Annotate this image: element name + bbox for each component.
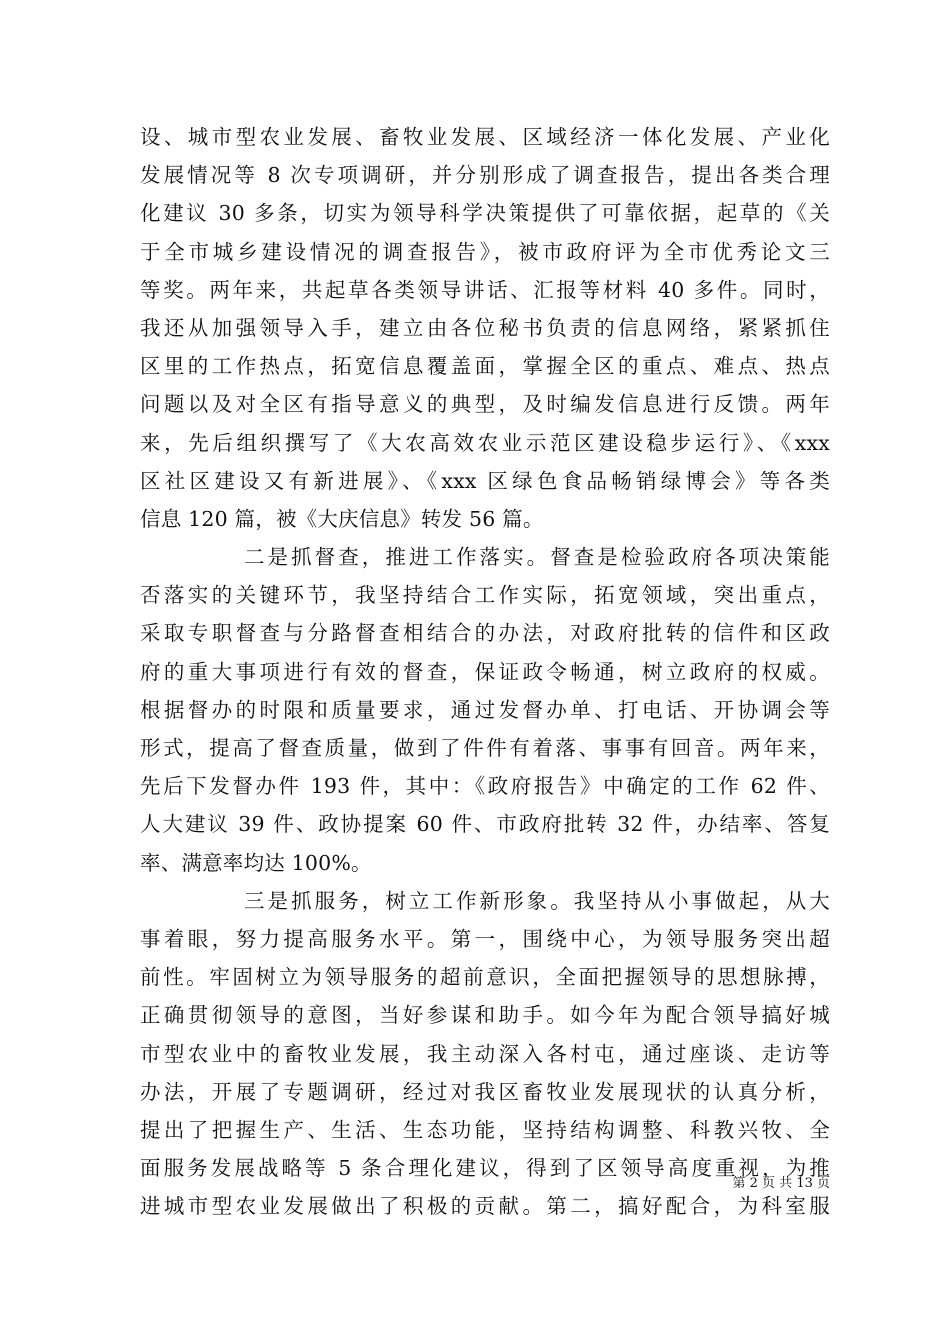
text-line: 率、满意率均达 100%。 bbox=[140, 850, 372, 875]
text-line: 府的重大事项进行有效的督查，保证政令畅通，树立政府的权威。 bbox=[140, 659, 830, 684]
text-line: 问题以及对全区有指导意义的典型，及时编发信息进行反馈。两年 bbox=[140, 392, 830, 417]
page-footer: 第 2 页 共 13 页 bbox=[732, 1176, 830, 1191]
text-line: 我还从加强领导入手，建立由各位秘书负责的信息网络，紧紧抓住 bbox=[140, 315, 830, 340]
text-line: 正确贯彻领导的意图，当好参谋和助手。如今年为配合领导搞好城 bbox=[140, 1003, 830, 1028]
text-line: 前性。牢固树立为领导服务的超前意识，全面把握领导的思想脉搏， bbox=[140, 965, 830, 990]
text-line: 于全市城乡建设情况的调查报告》，被市政府评为全市优秀论文三 bbox=[140, 239, 830, 264]
text-line: 设、城市型农业发展、畜牧业发展、区域经济一体化发展、产业化 bbox=[140, 125, 830, 149]
text-line: 先后下发督办件 193 件，其中：《政府报告》中确定的工作 62 件、 bbox=[140, 774, 830, 799]
text-line: 二是抓督查，推进工作落实。督查是检验政府各项决策能 bbox=[244, 545, 830, 570]
text-line: 发展情况等 8 次专项调研，并分别形成了调查报告，提出各类合理 bbox=[140, 163, 830, 188]
text-line: 三是抓服务，树立工作新形象。我坚持从小事做起，从大 bbox=[244, 888, 830, 913]
text-line: 办法，开展了专题调研，经过对我区畜牧业发展现状的认真分析， bbox=[140, 1079, 830, 1104]
text-line: 信息 120 篇，被《大庆信息》转发 56 篇。 bbox=[140, 506, 544, 531]
text-line: 来，先后组织撰写了《大农高效农业示范区建设稳步运行》、《xxx bbox=[140, 430, 830, 455]
text-line: 进城市型农业发展做出了积极的贡献。第二，搞好配合，为科室服 bbox=[140, 1194, 830, 1219]
body-text bbox=[140, 118, 830, 1225]
text-line: 面服务发展战略等 5 条合理化建议，得到了区领导高度重视，为推 bbox=[140, 1156, 830, 1181]
text-line: 提出了把握生产、生活、生态功能，坚持结构调整、科教兴牧、全 bbox=[140, 1117, 830, 1142]
text-line: 区社区建设又有新进展》、《xxx 区绿色食品畅销绿博会》等各类 bbox=[140, 468, 830, 493]
text-line: 形式，提高了督查质量，做到了件件有着落、事事有回音。两年来， bbox=[140, 736, 830, 760]
text-line: 事着眼，努力提高服务水平。第一，围绕中心，为领导服务突出超 bbox=[140, 926, 830, 951]
text-line: 市型农业中的畜牧业发展，我主动深入各村屯，通过座谈、走访等 bbox=[140, 1041, 830, 1066]
text-line: 采取专职督查与分路督查相结合的办法，对政府批转的信件和区政 bbox=[140, 621, 830, 646]
text-line: 区里的工作热点，拓宽信息覆盖面，掌握全区的重点、难点、热点 bbox=[140, 354, 830, 379]
text-line: 化建议 30 多条，切实为领导科学决策提供了可靠依据，起草的《关 bbox=[140, 201, 830, 226]
text-line: 等奖。两年来，共起草各类领导讲话、汇报等材料 40 多件。同时， bbox=[140, 277, 830, 302]
text-line: 否落实的关键环节，我坚持结合工作实际，拓宽领域，突出重点， bbox=[140, 583, 830, 608]
text-line: 根据督办的时限和质量要求，通过发督办单、打电话、开协调会等 bbox=[140, 697, 830, 722]
text-line: 人大建议 39 件、政协提案 60 件、市政府批转 32 件，办结率、答复 bbox=[140, 812, 830, 837]
